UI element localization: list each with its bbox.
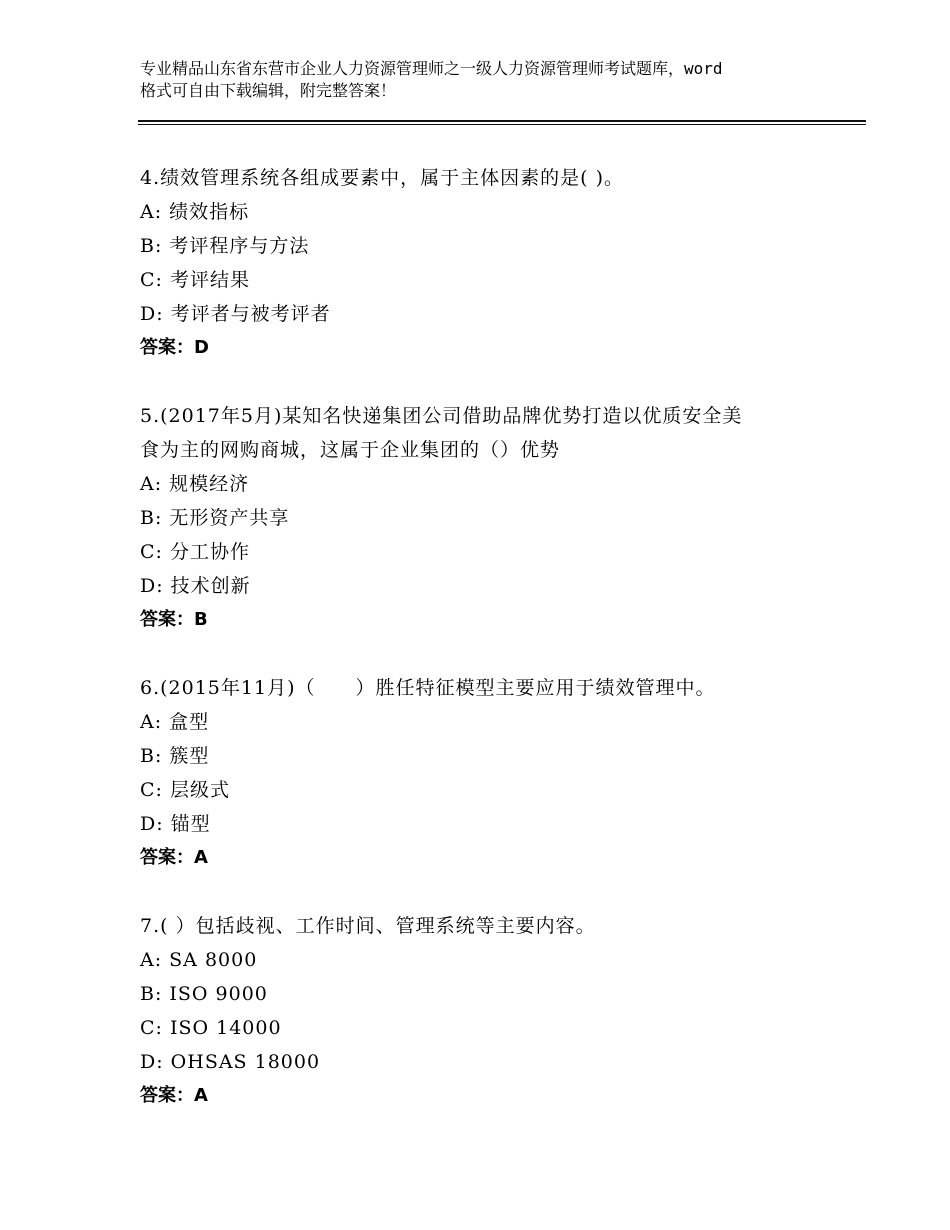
question-5 [140,399,840,637]
answer-label: 答案： [140,337,194,358]
option-d: D: OHSAS 18000 [140,1051,321,1073]
option-c: C: 考评结果 [140,269,250,291]
question-7 [140,909,840,1113]
option-b: B: 簇型 [140,745,210,767]
option-b: B: ISO 9000 [140,983,268,1005]
option-d: D: 考评者与被考评者 [140,303,331,325]
option-c: C: ISO 14000 [140,1017,282,1039]
question-4 [140,161,840,365]
question-stem: 7.( ）包括歧视、工作时间、管理系统等主要内容。 [140,915,596,937]
option-a: A: 绩效指标 [140,201,250,223]
option-a: A: 盒型 [140,711,210,733]
option-b: B: 无形资产共享 [140,507,290,529]
answer-line [140,841,840,875]
answer-line [140,1079,840,1113]
question-stem: 6.(2015年11月)（ ）胜任特征模型主要应用于绩效管理中。 [140,677,716,699]
option-c: C: 分工协作 [140,541,250,563]
option-a: A: SA 8000 [140,949,258,971]
answer-value: A [194,1085,208,1106]
header-divider [138,120,866,125]
question-stem: 4.绩效管理系统各组成要素中，属于主体因素的是( )。 [140,167,624,189]
answer-label: 答案： [140,609,194,630]
answer-value: A [194,847,208,868]
header-line-1: 专业精品山东省东营市企业人力资源管理师之一级人力资源管理师考试题库，word [140,59,723,78]
option-a: A: 规模经济 [140,473,250,495]
page-header [140,58,840,102]
question-stem: 5.(2017年5月)某知名快递集团公司借助品牌优势打造以优质安全美 食为主的网购商城，这属于企业集团的（）优势 [140,405,743,461]
option-d: D: 锚型 [140,813,211,835]
answer-label: 答案： [140,1085,194,1106]
question-list [140,161,840,1147]
header-line-2: 格式可自由下载编辑，附完整答案！ [140,81,397,100]
question-6 [140,671,840,875]
answer-value: D [194,337,209,358]
option-b: B: 考评程序与方法 [140,235,310,257]
option-c: C: 层级式 [140,779,230,801]
answer-label: 答案： [140,847,194,868]
option-d: D: 技术创新 [140,575,251,597]
answer-value: B [194,609,208,630]
answer-line [140,603,840,637]
answer-line [140,331,840,365]
